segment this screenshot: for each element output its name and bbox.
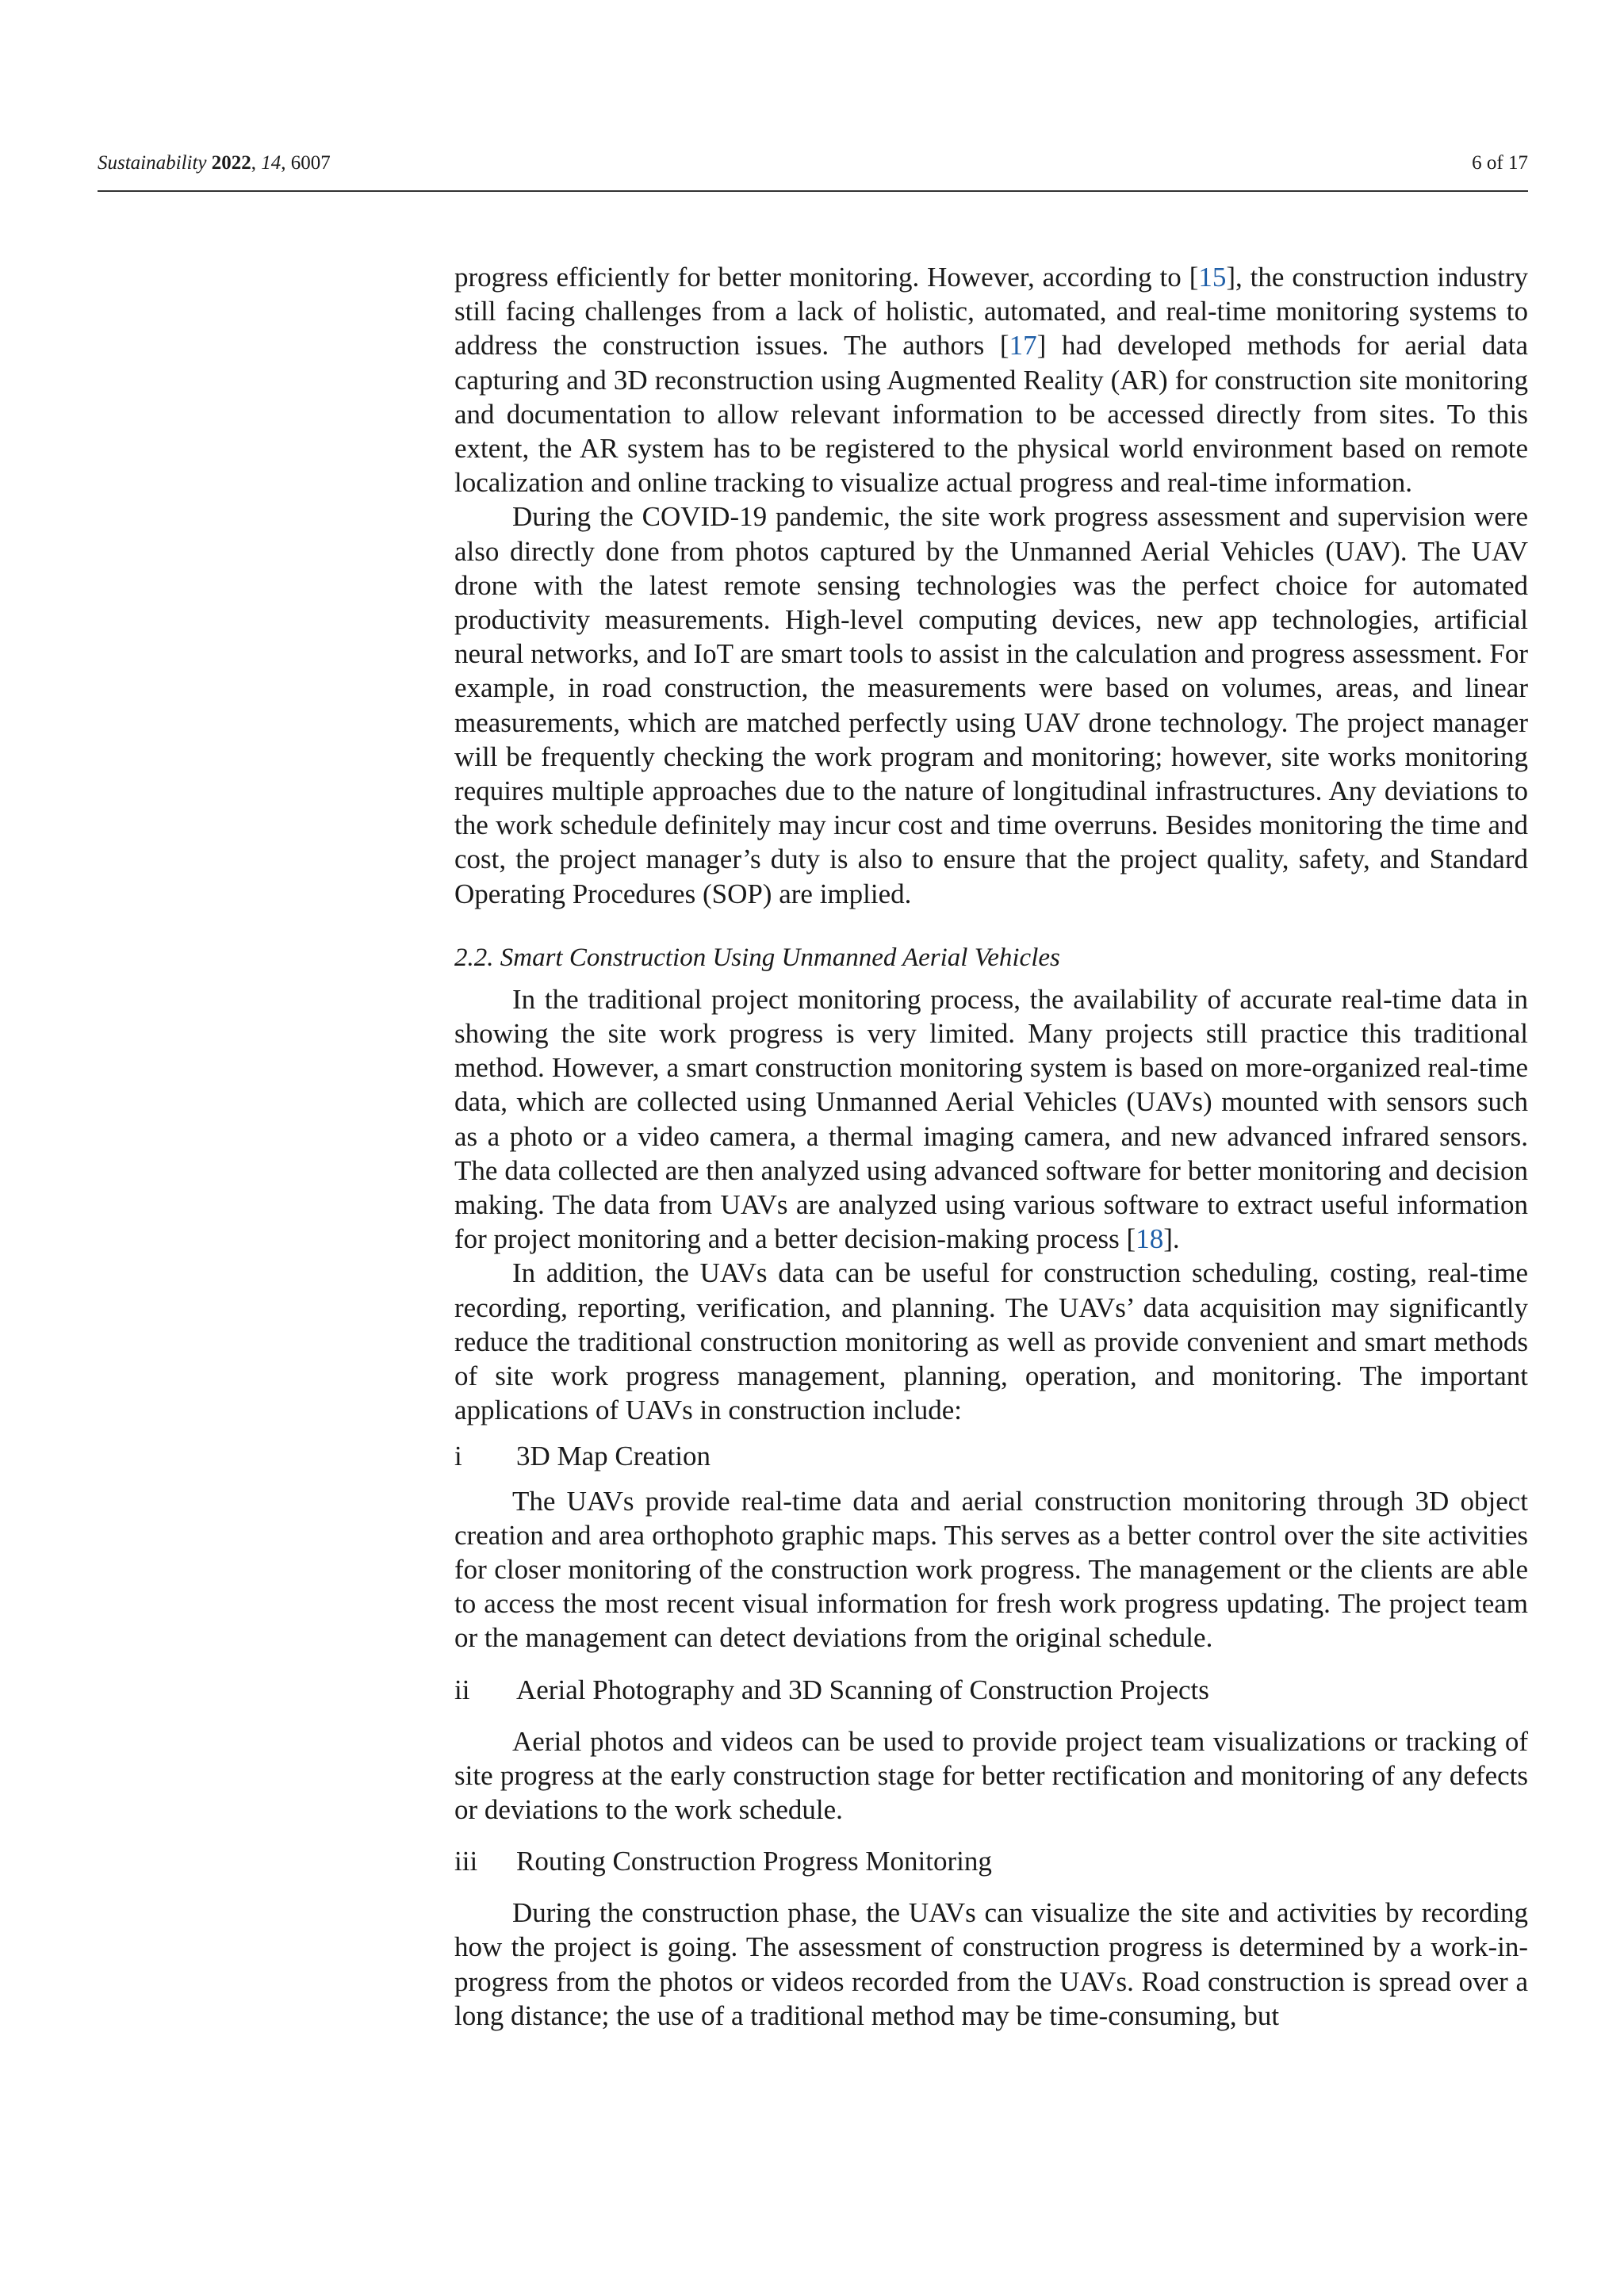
paragraph-4: In addition, the UAVs data can be useful for construction scheduling, costing, real-time recording, reporting, verification, and planning. The UAVs’ data acquisition may significantly reduce the traditional construction monitoring as well as provide convenient and smart methods of site work progress management, planning, operation, and monitoring. The important applications of UAVs in construction include:: [454, 1257, 1528, 1426]
article-number: 6007: [290, 152, 331, 174]
section-heading: 2.2. Smart Construction Using Unmanned Aerial Vehicles: [454, 943, 1060, 972]
list-item-paragraph: The UAVs provide real-time data and aerial construction monitoring through 3D object creation and area orthophoto graphic maps. This serves as a better control over the site activities for closer monitoring of the construction work progress. The management or the clients are able to access the most recent visual information for fresh work progress updating. The project team or the management can detect deviations from the original schedule.: [454, 1485, 1528, 1654]
paragraph-1-text-b: ], the construction industry still facing challenges from a lack of holistic, automated, and real-time monitoring systems to address the construction issues. The authors [: [454, 262, 1529, 362]
citation-link-18[interactable]: 18: [1136, 1223, 1164, 1255]
list-item-heading: [454, 1844, 1528, 1878]
list-item-title: 3D Map Creation: [516, 1440, 710, 1471]
list-item-heading: [454, 1439, 1528, 1473]
list-item-title: Routing Construction Progress Monitoring: [516, 1846, 992, 1877]
paragraph-3-text-a: In the traditional project monitoring process, the availability of accurate real-time data in showing the site work progress is very limited. Many projects still practice this traditional method. However, a smart construction monitoring system is based on more-organized real-time data, which are collected using Unmanned Aerial Vehicles (UAVs) mounted with sensors such as a photo or a video camera, a thermal imaging camera, and new advanced infrared sensors. The data collected are then analyzed using advanced software for better monitoring and decision making. The data from UAVs are analyzed using various software to extract useful information for project monitoring and a better decision-making process [: [454, 983, 1528, 1255]
paragraph-3-text-b: ].: [1163, 1223, 1180, 1255]
journal-year: 2022: [211, 152, 251, 174]
page-number: 6 of 17: [1472, 152, 1528, 174]
list-item-number: ii: [454, 1674, 470, 1705]
list-item-paragraph: During the construction phase, the UAVs can visualize the site and activities by recording how the project is going. The assessment of construction progress is determined by a work-in-progress from the photos or videos recorded from the UAVs. Road construction is spread over a long distance; the use of a traditional method may be time-consuming, but: [454, 1897, 1528, 2031]
article-body: [454, 260, 1528, 2033]
list-item-number: i: [454, 1440, 462, 1471]
header-rule: [98, 190, 1528, 192]
paragraph-1-text-a: progress efficiently for better monitoring. However, according to [: [454, 262, 1199, 293]
paragraph-2: During the COVID-19 pandemic, the site work progress assessment and supervision were also directly done from photos captured by the Unmanned Aerial Vehicles (UAV). The UAV drone with the latest remote sensing technologies was the perfect choice for automated productivity measurements. High-level computing devices, new app technologies, artificial neural networks, and IoT are smart tools to assist in the calculation and progress assessment. For example, in road construction, the measurements were based on volumes, areas, and linear measurements, which are matched perfectly using UAV drone technology. The project manager will be frequently checking the work program and monitoring; however, site works monitoring requires multiple approaches due to the nature of longitudinal infrastructures. Any deviations to the work schedule definitely may incur cost and time overruns. Besides monitoring the time and cost, the project manager’s duty is also to ensure that the project quality, safety, and Standard Operating Procedures (SOP) are implied.: [454, 501, 1528, 909]
citation-link-15[interactable]: 15: [1198, 262, 1227, 293]
list-item-number: iii: [454, 1846, 478, 1877]
citation-link-17[interactable]: 17: [1009, 330, 1037, 362]
paragraph-1-text-c: ] had developed methods for aerial data capturing and 3D reconstruction using Augmented Reality (AR) for construction site monitoring and documentation to allow relevant information to be accessed directly from sites. To this extent, the AR system has to be registered to the physical world environment based on remote localization and online tracking to visualize actual progress and real-time information.: [454, 330, 1528, 499]
list-item-paragraph: Aerial photos and videos can be used to provide project team visualizations or tracking of site progress at the early construction stage for better rectification and monitoring of any defects or deviations to the work schedule.: [454, 1725, 1528, 1825]
list-item-heading: [454, 1673, 1528, 1707]
citation: Sustainability 2022, 14, 6007: [98, 152, 331, 174]
journal-name: Sustainability: [98, 152, 207, 174]
paragraph-3: [454, 982, 1528, 1257]
journal-volume: 14: [261, 152, 282, 174]
paragraph-1: [454, 260, 1528, 499]
list-item-title: Aerial Photography and 3D Scanning of Construction Projects: [516, 1674, 1209, 1705]
